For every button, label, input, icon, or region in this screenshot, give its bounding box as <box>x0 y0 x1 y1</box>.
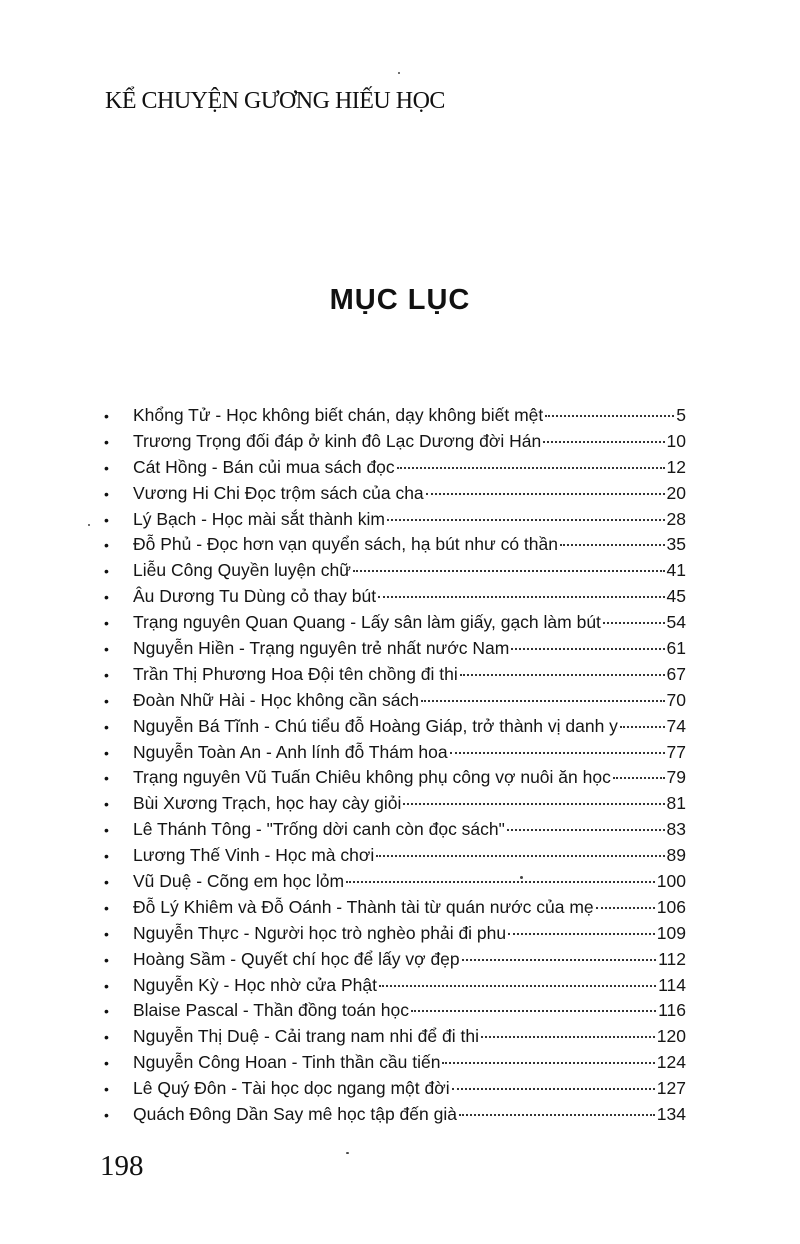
toc-entry-page: 79 <box>666 767 686 788</box>
toc-entry-page: 81 <box>666 793 686 814</box>
bullet-icon: • <box>104 1029 109 1046</box>
toc-entry-title: Lê Quý Đôn - Tài học dọc ngang một đời <box>133 1078 450 1099</box>
toc-entry-title: Nguyễn Bá Tĩnh - Chú tiểu đỗ Hoàng Giáp, trở thành vị danh y <box>133 715 618 736</box>
toc-entry-title: Nguyễn Toàn An - Anh lính đỗ Thám hoa <box>133 741 448 762</box>
dot-leader <box>508 933 655 935</box>
toc-entry-page: 114 <box>658 974 686 995</box>
toc-entry-page: 89 <box>666 845 686 866</box>
bullet-icon: • <box>104 537 109 554</box>
toc-list <box>104 403 686 1128</box>
toc-entry-page: 61 <box>666 638 686 659</box>
toc-entry-title: Trạng nguyên Quan Quang - Lấy sân làm giấy, gạch làm bút <box>133 612 601 633</box>
toc-entry <box>104 610 686 636</box>
dot-leader <box>397 467 665 469</box>
dot-leader <box>560 544 665 546</box>
toc-entry-title: Bùi Xương Trạch, học hay cày giỏi <box>133 793 402 814</box>
bullet-icon: • <box>104 951 109 968</box>
toc-entry-title: Đỗ Lý Khiêm và Đỗ Oánh - Thành tài từ quán nước của mẹ <box>133 896 594 917</box>
toc-entry-page: 20 <box>666 482 686 503</box>
bullet-icon: • <box>104 511 109 528</box>
dot-leader <box>545 415 674 417</box>
bullet-icon: • <box>104 925 109 942</box>
dot-leader <box>613 777 665 779</box>
toc-entry <box>104 740 686 766</box>
bullet-icon: • <box>104 692 109 709</box>
toc-entry-title: Hoàng Sầm - Quyết chí học để lấy vợ đẹp <box>133 948 460 969</box>
toc-entry-page: 124 <box>656 1052 686 1073</box>
bullet-icon: • <box>104 433 109 450</box>
dot-leader <box>346 881 655 883</box>
dot-leader <box>411 1010 656 1012</box>
toc-entry <box>104 558 686 584</box>
bullet-icon: • <box>104 796 109 813</box>
toc-entry-title: Đoàn Nhữ Hài - Học không cần sách <box>133 689 420 710</box>
dot-leader <box>603 622 665 624</box>
bullet-icon: • <box>104 666 109 683</box>
bullet-icon: • <box>104 1081 109 1098</box>
bullet-icon: • <box>104 408 109 424</box>
bullet-icon: • <box>104 770 109 787</box>
toc-entry <box>104 455 686 481</box>
bullet-icon: • <box>104 485 109 502</box>
dot-leader <box>442 1062 654 1064</box>
dot-leader <box>426 493 665 495</box>
bullet-icon: • <box>104 718 109 735</box>
toc-entry <box>104 998 686 1024</box>
bullet-icon: • <box>104 899 109 916</box>
dot-leader <box>511 648 664 650</box>
toc-entry <box>104 843 686 869</box>
toc-entry-title: Lý Bạch - Học mài sắt thành kim <box>133 508 385 529</box>
toc-entry-page: 77 <box>666 741 686 762</box>
dot-leader <box>403 803 664 805</box>
toc-entry-title: Blaise Pascal - Thần đồng toán học <box>133 1000 409 1021</box>
dot-leader <box>459 1114 655 1116</box>
dot-leader <box>378 596 664 598</box>
toc-entry-title: Nguyễn Hiền - Trạng nguyên trẻ nhất nước Nam <box>133 638 510 659</box>
dot-leader <box>379 985 656 987</box>
toc-entry <box>104 765 686 791</box>
bullet-icon: • <box>104 822 109 839</box>
toc-entry <box>104 636 686 662</box>
toc-entry-page: 83 <box>666 819 686 840</box>
scan-speck <box>346 1152 349 1154</box>
toc-entry <box>104 662 686 688</box>
toc-entry-title: Trạng nguyên Vũ Tuấn Chiêu không phụ công vợ nuôi ăn học <box>133 767 611 788</box>
toc-entry <box>104 481 686 507</box>
bullet-icon: • <box>104 1003 109 1020</box>
dot-leader <box>460 674 665 676</box>
toc-entry-title: Đỗ Phủ - Đọc hơn vạn quyển sách, hạ bút như có thần <box>133 534 558 555</box>
toc-entry-title: Khổng Tử - Học không biết chán, dạy không biết mệt <box>133 405 544 425</box>
toc-entry-page: 120 <box>656 1026 686 1047</box>
toc-entry <box>104 973 686 999</box>
toc-entry-title: Lê Thánh Tông - "Trống dời canh còn đọc sách" <box>133 819 505 840</box>
toc-entry-title: Trần Thị Phương Hoa Đội tên chồng đi thi <box>133 663 458 684</box>
toc-entry <box>104 1076 686 1102</box>
bullet-icon: • <box>104 744 109 761</box>
toc-entry-title: Vũ Duệ - Cõng em học lỏm <box>133 871 345 892</box>
dot-leader <box>353 570 665 572</box>
dot-leader <box>452 1088 655 1090</box>
toc-entry <box>104 532 686 558</box>
toc-entry-page: 116 <box>658 1000 686 1021</box>
toc-entry-page: 109 <box>656 922 686 943</box>
toc-entry <box>104 817 686 843</box>
toc-entry-title: Trương Trọng đối đáp ở kinh đô Lạc Dương đời Hán <box>133 430 542 451</box>
dot-leader <box>507 829 665 831</box>
dot-leader <box>387 519 665 521</box>
dot-leader <box>421 700 665 702</box>
bullet-icon: • <box>104 563 109 580</box>
toc-entry-page: 35 <box>666 534 686 555</box>
toc-entry-page: 10 <box>666 430 686 451</box>
dot-leader <box>462 959 656 961</box>
bullet-icon: • <box>104 615 109 632</box>
toc-entry-title: Vương Hi Chi Đọc trộm sách của cha <box>133 482 424 503</box>
toc-entry <box>104 1050 686 1076</box>
toc-entry-page: 134 <box>656 1104 686 1125</box>
bullet-icon: • <box>104 848 109 865</box>
toc-entry-page: 12 <box>666 456 686 477</box>
toc-entry-title: Âu Dương Tu Dùng cỏ thay bút <box>133 586 377 607</box>
toc-entry-title: Liễu Công Quyền luyện chữ <box>133 560 351 581</box>
toc-entry-title: Lương Thế Vinh - Học mà chơi <box>133 845 375 866</box>
toc-entry <box>104 429 686 455</box>
toc-title: MỤC LỤC <box>329 284 471 316</box>
toc-entry-page: 74 <box>666 715 686 736</box>
toc-entry-page: 127 <box>656 1078 686 1099</box>
toc-entry <box>104 1024 686 1050</box>
bullet-icon: • <box>104 589 109 606</box>
toc-entry <box>104 921 686 947</box>
scan-speck <box>398 72 400 74</box>
toc-entry <box>104 403 686 429</box>
toc-entry-page: 5 <box>676 405 686 425</box>
toc-entry <box>104 791 686 817</box>
toc-entry-title: Nguyễn Kỳ - Học nhờ cửa Phật <box>133 974 378 995</box>
toc-entry <box>104 507 686 533</box>
toc-entry-page: 54 <box>666 612 686 633</box>
scan-speck <box>88 524 90 526</box>
scan-speck <box>520 876 523 879</box>
toc-entry-title: Cát Hồng - Bán củi mua sách đọc <box>133 456 395 477</box>
toc-entry <box>104 869 686 895</box>
toc-entry-title: Nguyễn Thực - Người học trò nghèo phải đi phu <box>133 922 507 943</box>
toc-entry-page: 100 <box>656 871 686 892</box>
toc-entry-page: 67 <box>666 663 686 684</box>
dot-leader <box>376 855 664 857</box>
bullet-icon: • <box>104 1107 109 1124</box>
toc-entry <box>104 584 686 610</box>
dot-leader <box>481 1036 655 1038</box>
toc-entry-page: 106 <box>656 896 686 917</box>
bullet-icon: • <box>104 977 109 994</box>
dot-leader <box>450 752 665 754</box>
toc-entry <box>104 947 686 973</box>
toc-entry-title: Nguyễn Công Hoan - Tinh thần cầu tiến <box>133 1052 441 1073</box>
toc-entry <box>104 688 686 714</box>
toc-entry-page: 45 <box>666 586 686 607</box>
toc-entry <box>104 895 686 921</box>
toc-entry-page: 41 <box>666 560 686 581</box>
dot-leader <box>596 907 655 909</box>
toc-entry-page: 112 <box>658 948 686 969</box>
bullet-icon: • <box>104 1055 109 1072</box>
toc-entry <box>104 714 686 740</box>
running-header: KỂ CHUYỆN GƯƠNG HIẾU HỌC <box>105 88 445 114</box>
toc-entry-title: Quách Đông Dần Say mê học tập đến già <box>133 1104 457 1125</box>
toc-entry-title: Nguyễn Thị Duệ - Cải trang nam nhi để đi thi <box>133 1026 479 1047</box>
bullet-icon: • <box>104 641 109 658</box>
dot-leader <box>620 726 665 728</box>
bullet-icon: • <box>104 874 109 891</box>
toc-entry <box>104 1102 686 1128</box>
toc-entry-page: 70 <box>666 689 686 710</box>
toc-entry-page: 28 <box>666 508 686 529</box>
page-number: 198 <box>100 1150 144 1182</box>
dot-leader <box>543 441 664 443</box>
bullet-icon: • <box>104 459 109 476</box>
